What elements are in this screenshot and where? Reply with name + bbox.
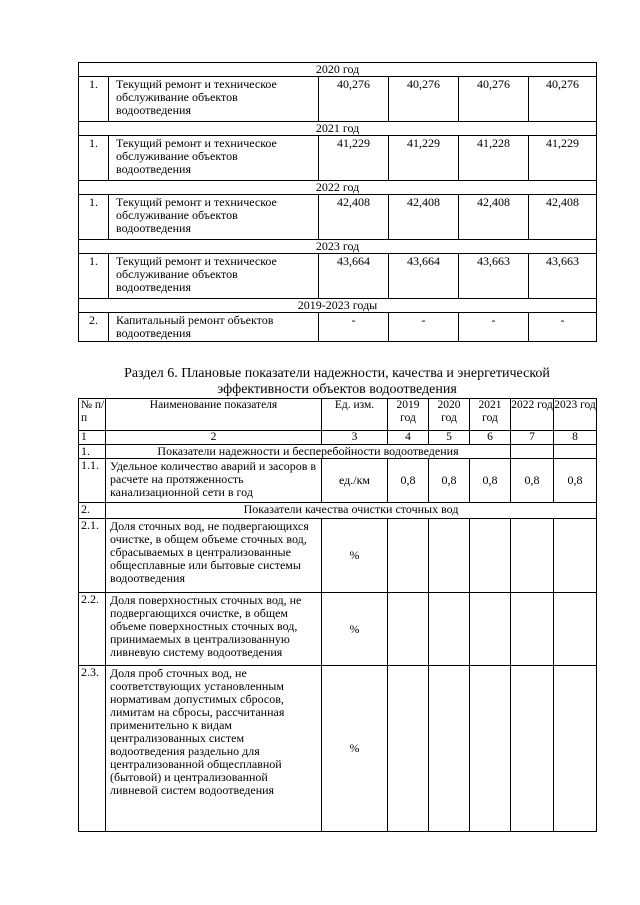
table-row bbox=[79, 136, 597, 181]
colnum-4: 4 bbox=[388, 431, 429, 445]
row-value: 40,276 bbox=[389, 77, 459, 122]
row-name: Текущий ремонт и техническое обслуживание объектов водоотведения bbox=[109, 254, 319, 299]
section-1-row bbox=[79, 445, 597, 459]
header-unit: Ед. изм. bbox=[322, 399, 388, 431]
row-number: 2. bbox=[79, 313, 109, 342]
row-name: Текущий ремонт и техническое обслуживание объектов водоотведения bbox=[109, 195, 319, 240]
row-value: 43,664 bbox=[389, 254, 459, 299]
table-row bbox=[79, 313, 597, 342]
section-1-num: 1. bbox=[79, 445, 106, 459]
row-2-1-unit: % bbox=[322, 519, 388, 593]
row-value: 43,663 bbox=[459, 254, 529, 299]
empty-cell bbox=[554, 519, 597, 593]
row-value: - bbox=[319, 313, 389, 342]
row-value: 40,276 bbox=[529, 77, 597, 122]
colnum-2: 2 bbox=[106, 431, 322, 445]
row-1-1-num: 1.1. bbox=[79, 459, 106, 503]
empty-cell bbox=[470, 666, 511, 832]
row-1-1-2023: 0,8 bbox=[554, 459, 597, 503]
row-value: 43,663 bbox=[529, 254, 597, 299]
empty-cell bbox=[429, 519, 470, 593]
row-2-2-unit: % bbox=[322, 593, 388, 666]
header-2021: 2021 год bbox=[470, 399, 511, 431]
year-label: 2019-2023 годы bbox=[79, 299, 597, 313]
year-label: 2023 год bbox=[79, 240, 597, 254]
colnum-8: 8 bbox=[554, 431, 597, 445]
empty-cell bbox=[554, 445, 597, 459]
section-6-heading: Раздел 6. Плановые показатели надежности, качества и энергетической эффективности объектов водоотведения bbox=[124, 366, 550, 397]
indicators-table bbox=[78, 398, 597, 832]
row-value: 40,276 bbox=[459, 77, 529, 122]
row-1-1 bbox=[79, 459, 597, 503]
header-2022: 2022 год bbox=[511, 399, 554, 431]
row-2-3 bbox=[79, 666, 597, 832]
empty-cell bbox=[511, 666, 554, 832]
row-2-3-num: 2.3. bbox=[79, 666, 106, 832]
row-2-2-name: Доля поверхностных сточных вод, не подвергающихся очистке, в общем объеме поверхностных сточных вод, принимаемых в централизованную ливневую систему водоотведения bbox=[106, 593, 322, 666]
row-value: 41,229 bbox=[529, 136, 597, 181]
empty-cell bbox=[429, 666, 470, 832]
section-2-title: Показатели качества очистки сточных вод bbox=[106, 503, 597, 519]
table-row bbox=[79, 195, 597, 240]
section-2-row bbox=[79, 503, 597, 519]
row-1-1-2021: 0,8 bbox=[470, 459, 511, 503]
row-value: 40,276 bbox=[319, 77, 389, 122]
row-number: 1. bbox=[79, 254, 109, 299]
maintenance-cost-table bbox=[78, 62, 597, 342]
row-1-1-2020: 0,8 bbox=[429, 459, 470, 503]
colnum-5: 5 bbox=[429, 431, 470, 445]
row-name: Текущий ремонт и техническое обслуживание объектов водоотведения bbox=[109, 136, 319, 181]
colnum-3: 3 bbox=[322, 431, 388, 445]
row-2-1 bbox=[79, 519, 597, 593]
section-1-title: Показатели надежности и бесперебойности водоотведения bbox=[106, 445, 511, 459]
row-value: - bbox=[529, 313, 597, 342]
row-2-2-num: 2.2. bbox=[79, 593, 106, 666]
row-2-3-unit: % bbox=[322, 666, 388, 832]
empty-cell bbox=[511, 593, 554, 666]
row-name: Текущий ремонт и техническое обслуживание объектов водоотведения bbox=[109, 77, 319, 122]
empty-cell bbox=[429, 593, 470, 666]
empty-cell bbox=[511, 445, 554, 459]
row-value: 41,229 bbox=[389, 136, 459, 181]
empty-cell bbox=[388, 666, 429, 832]
colnum-7: 7 bbox=[511, 431, 554, 445]
year-row bbox=[79, 181, 597, 195]
section-2-num: 2. bbox=[79, 503, 106, 519]
year-label: 2022 год bbox=[79, 181, 597, 195]
row-1-1-2022: 0,8 bbox=[511, 459, 554, 503]
header-2020: 2020 год bbox=[429, 399, 470, 431]
row-value: 42,408 bbox=[319, 195, 389, 240]
row-1-1-unit: ед./км bbox=[322, 459, 388, 503]
colnum-6: 6 bbox=[470, 431, 511, 445]
header-num: № п/п bbox=[79, 399, 106, 431]
empty-cell bbox=[554, 593, 597, 666]
year-label: 2021 год bbox=[79, 122, 597, 136]
row-1-1-2019: 0,8 bbox=[388, 459, 429, 503]
empty-cell bbox=[470, 593, 511, 666]
header-2019: 2019 год bbox=[388, 399, 429, 431]
row-2-3-name: Доля проб сточных вод, не соответствующих установленным нормативам допустимых сбросов, лимитам на сбросы, рассчитанная применительно к видам централизованных систем водоотведения раздельно для централизованной общесплавной (бытовой) и централизованной ливневой систем водоотведения bbox=[106, 666, 322, 832]
header-name: Наименование показателя bbox=[106, 399, 322, 431]
year-label: 2020 год bbox=[79, 63, 597, 77]
row-2-1-num: 2.1. bbox=[79, 519, 106, 593]
row-1-1-name: Удельное количество аварий и засоров в расчете на протяженность канализационной сети в год bbox=[106, 459, 322, 503]
year-row bbox=[79, 63, 597, 77]
year-row bbox=[79, 122, 597, 136]
row-value: 41,229 bbox=[319, 136, 389, 181]
row-2-1-name: Доля сточных вод, не подвергающихся очистке, в общем объеме сточных вод, сбрасываемых в централизованные общесплавные или бытовые системы водоотведения bbox=[106, 519, 322, 593]
colnum-1: 1 bbox=[79, 431, 106, 445]
row-value: 43,664 bbox=[319, 254, 389, 299]
empty-cell bbox=[388, 593, 429, 666]
row-number: 1. bbox=[79, 77, 109, 122]
row-number: 1. bbox=[79, 136, 109, 181]
year-row bbox=[79, 299, 597, 313]
header-2023: 2023 год bbox=[554, 399, 597, 431]
empty-cell bbox=[470, 519, 511, 593]
header-row bbox=[79, 399, 597, 431]
row-2-2 bbox=[79, 593, 597, 666]
row-value: - bbox=[389, 313, 459, 342]
table-row bbox=[79, 77, 597, 122]
empty-cell bbox=[388, 519, 429, 593]
column-number-row bbox=[79, 431, 597, 445]
row-value: 41,228 bbox=[459, 136, 529, 181]
row-value: 42,408 bbox=[459, 195, 529, 240]
row-value: 42,408 bbox=[389, 195, 459, 240]
empty-cell bbox=[511, 519, 554, 593]
row-value: - bbox=[459, 313, 529, 342]
row-number: 1. bbox=[79, 195, 109, 240]
empty-cell bbox=[554, 666, 597, 832]
row-value: 42,408 bbox=[529, 195, 597, 240]
year-row bbox=[79, 240, 597, 254]
table-row bbox=[79, 254, 597, 299]
row-name: Капитальный ремонт объектов водоотведения bbox=[109, 313, 319, 342]
